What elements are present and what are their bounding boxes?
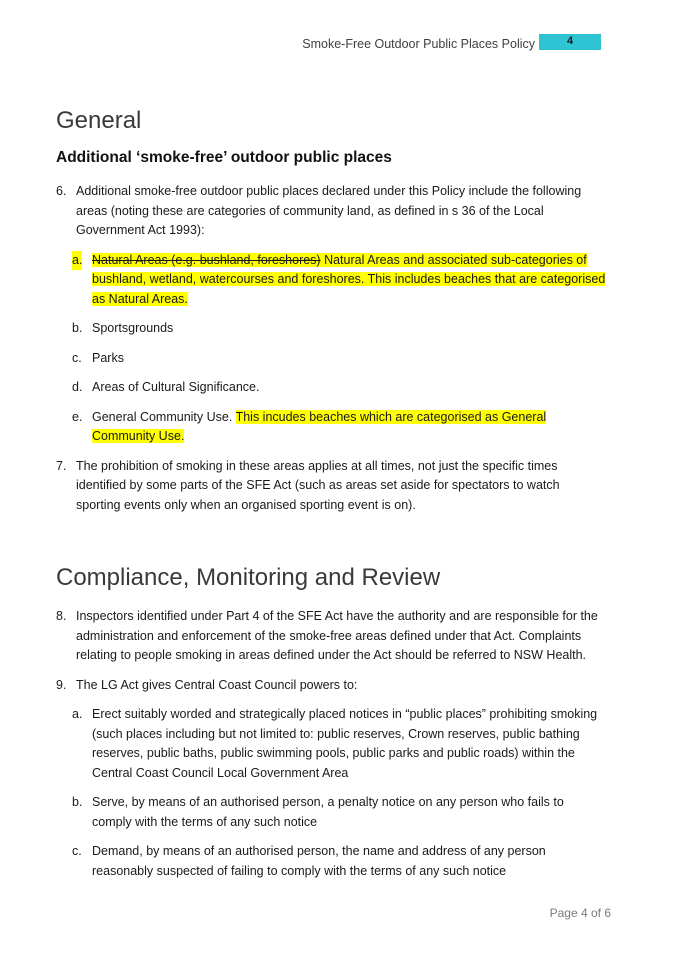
- section-heading-general: General: [56, 107, 142, 134]
- sub-item-letter: e.: [72, 409, 83, 424]
- sub-item-6b: [56, 319, 606, 339]
- sub-item-9b: [56, 793, 606, 832]
- sub-item-6d: [56, 378, 606, 398]
- sub-item-letter: d.: [72, 380, 83, 394]
- section-spacer: [56, 525, 606, 561]
- subheading-smoke-free-places: Additional ‘smoke-free’ outdoor public places: [56, 149, 392, 166]
- page-header: [302, 34, 601, 54]
- sub-item-letter: c.: [72, 350, 82, 365]
- sub-item-letter: a.: [72, 707, 83, 721]
- sub-item-letter: a.: [72, 251, 82, 271]
- item-number: 8.: [56, 609, 67, 623]
- sub-item-text: Parks: [92, 350, 124, 365]
- item-text: The prohibition of smoking in these areas applies at all times, not just the specific times identified by some parts of the SFE Act (such as areas set aside for spectators to watch sporting events only when an organised sporting event is on).: [76, 458, 560, 512]
- sub-item-9a: [56, 705, 606, 783]
- sub-list-6: [56, 251, 606, 447]
- item-text: The LG Act gives Central Coast Council powers to:: [76, 677, 358, 692]
- sub-item-text: Serve, by means of an authorised person, a penalty notice on any person who fails to comply with the terms of any such notice: [92, 795, 564, 829]
- sub-item-text: Erect suitably worded and strategically placed notices in “public places” prohibiting smoking (such places including but not limited to: public reserves, Crown reserves, public bathing reserves, public baths, public swimming pools, public parks and public roads) within the Central Coast Council Local Government Area: [92, 707, 598, 780]
- sub-item-6a: [56, 251, 606, 310]
- document-body: [56, 104, 606, 891]
- sub-item-letter: c.: [72, 844, 82, 858]
- item-number: 7.: [56, 458, 67, 473]
- item-number: 9.: [56, 677, 67, 692]
- item-text: Inspectors identified under Part 4 of the SFE Act have the authority and are responsible for the administration and enforcement of the smoke-free areas defined under that Act. Complaints relating to people smoking in areas defined under the Act should be referred to NSW Health.: [76, 609, 598, 662]
- sub-item-text: Sportsgrounds: [92, 321, 174, 335]
- sub-item-9c: [56, 842, 606, 881]
- sub-item-6c: [56, 349, 606, 369]
- sub-list-9: [56, 705, 606, 881]
- highlighted-text: This incudes beaches which are categorised as General Community Use.: [92, 409, 547, 443]
- item-number: 6.: [56, 184, 67, 198]
- struck-text: Natural Areas (e.g. bushland, foreshores): [92, 252, 321, 267]
- sub-item-letter: b.: [72, 321, 83, 335]
- sub-item-text: Areas of Cultural Significance.: [92, 380, 260, 394]
- page-number-badge: 4: [539, 34, 601, 50]
- document-title: Smoke-Free Outdoor Public Places Policy: [302, 37, 535, 51]
- list-item-7: [56, 457, 606, 516]
- list-item-9: [56, 676, 606, 696]
- section-heading-compliance: Compliance, Monitoring and Review: [56, 564, 441, 591]
- list-item-8: [56, 607, 606, 666]
- item-text: Additional smoke-free outdoor public places declared under this Policy include the following areas (noting these are categories of community land, as defined in s 36 of the Local Government Act 1993):: [76, 184, 582, 237]
- sub-item-text: General Community Use.: [92, 409, 236, 424]
- sub-item-6e: [56, 408, 606, 447]
- page-footer-label: Page 4 of 6: [549, 906, 611, 920]
- sub-item-text: Demand, by means of an authorised person, the name and address of any person reasonably suspected of failing to comply with the terms of any such notice: [92, 844, 546, 878]
- sub-item-letter: b.: [72, 795, 83, 809]
- highlighted-text: Natural Areas and associated sub-categories of bushland, wetland, watercourses and foreshores. This includes beaches that are categorised as Natural Areas.: [92, 252, 606, 306]
- list-item-6: [56, 182, 606, 241]
